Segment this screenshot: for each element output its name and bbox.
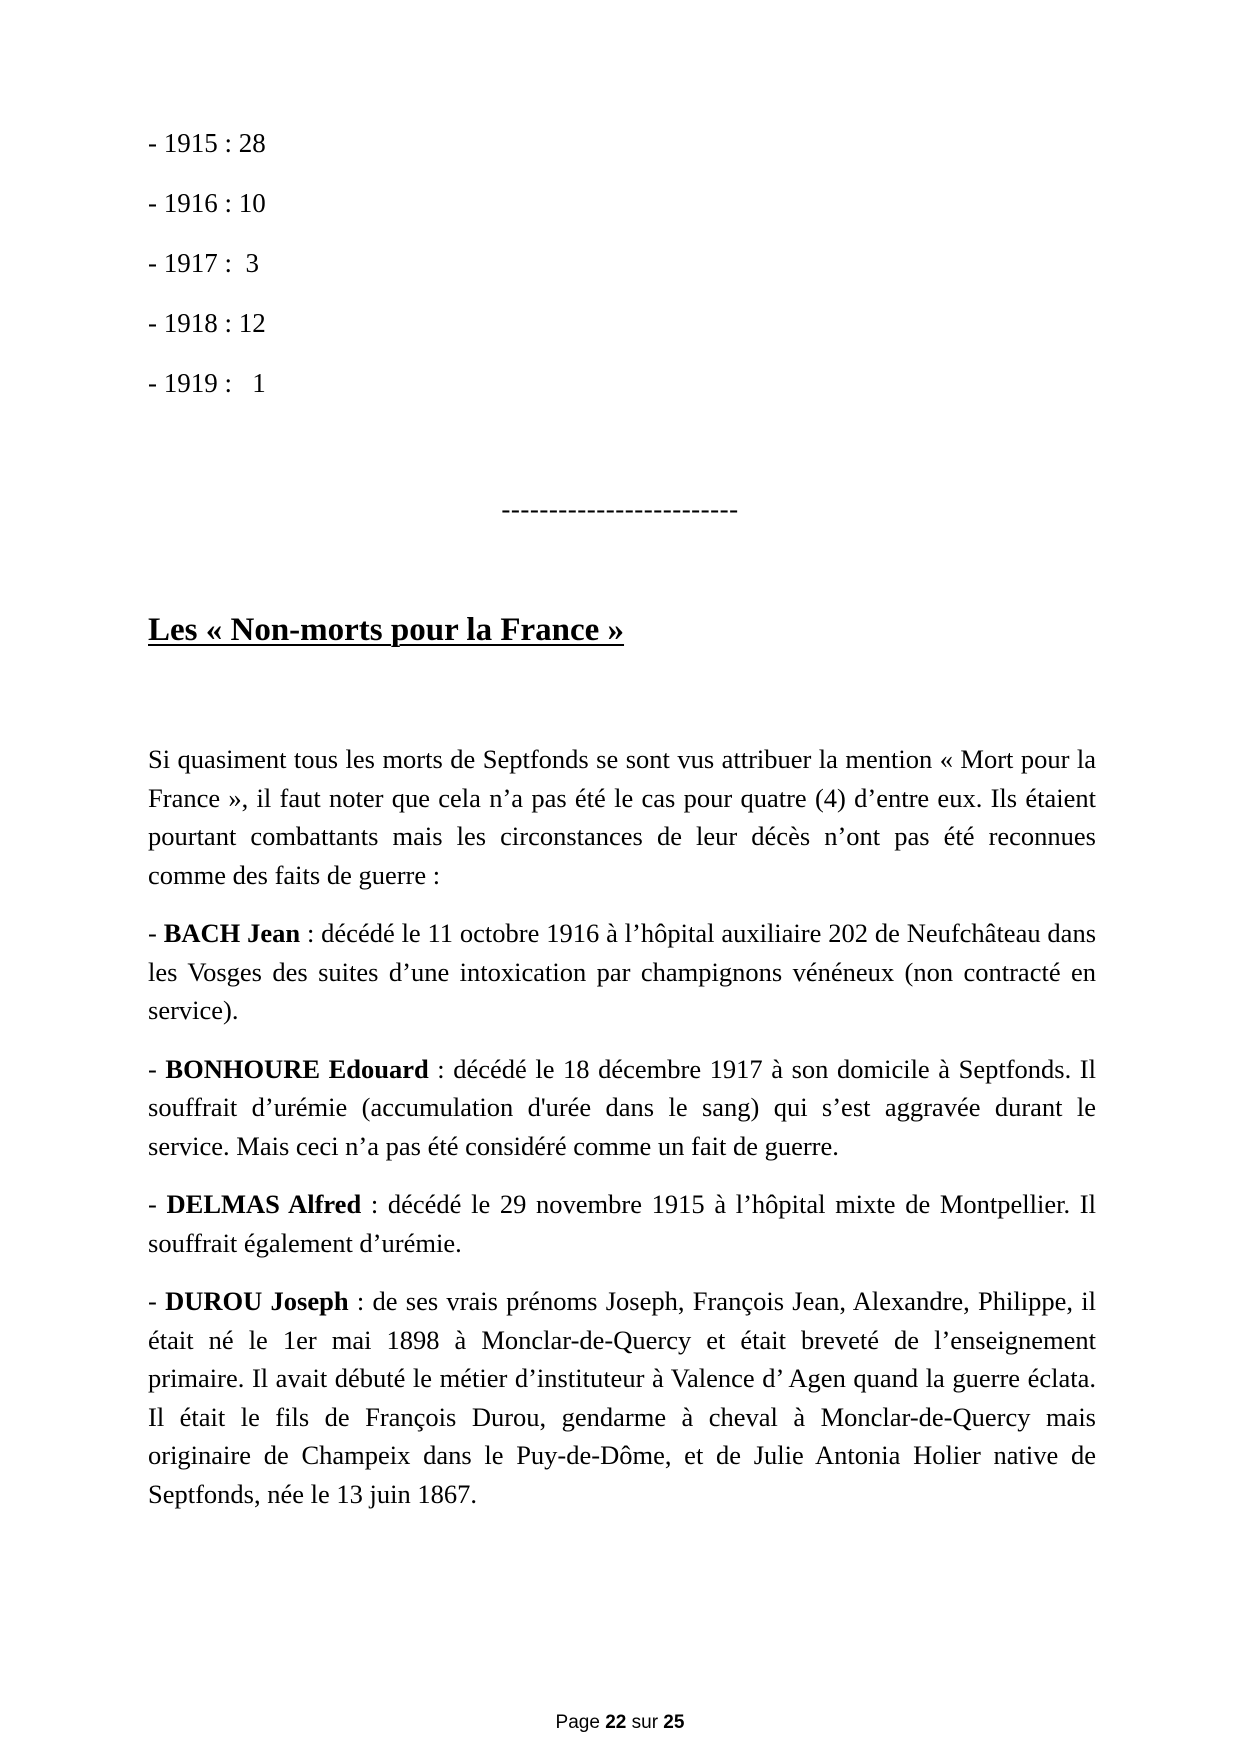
page-label-prefix: Page <box>555 1712 606 1733</box>
year-count-item: - 1916 : 10 <box>148 188 266 218</box>
year-count-item: - 1917 : 3 <box>148 248 259 278</box>
entry-dash: - <box>148 918 164 948</box>
entry-text: : de ses vrais prénoms Joseph, François Jean, Alexandre, Philippe, il était né le 1er mai 1898 à Monclar-de-Quercy et était breveté de l’enseignement primaire. Il avait débuté le métier d’instituteur à Valence d’ Agen quand la guerre éclata. Il était le fils de François Durou, gendarme à cheval à Monclar-de-Quercy mais originaire de Champeix dans le Puy-de-Dôme, et de Julie Antonia Holier native de Septfonds, née le 13 juin 1867. <box>148 1286 1096 1509</box>
entry-text: : décédé le 29 novembre 1915 à l’hôpital mixte de Montpellier. Il souffrait également d’urémie. <box>148 1189 1096 1258</box>
page-current-number: 22 <box>605 1712 627 1733</box>
entry-name: DUROU Joseph <box>165 1286 349 1316</box>
page-total-number: 25 <box>663 1712 685 1733</box>
entry-paragraph <box>148 914 1096 1030</box>
year-count-list <box>148 128 266 428</box>
page-label-middle: sur <box>626 1712 664 1733</box>
entry-dash: - <box>148 1286 166 1316</box>
entry-text: : décédé le 18 décembre 1917 à son domicile à Septfonds. Il souffrait d’urémie (accumulation d'urée dans le sang) qui s’est aggravée durant le service. Mais ceci n’a pas été considéré comme un fait de guerre. <box>148 1053 1096 1161</box>
entry-name: DELMAS Alfred <box>166 1189 362 1219</box>
year-count-item: - 1919 : 1 <box>148 368 266 398</box>
entry-dash: - <box>148 1189 167 1219</box>
section-title: Les « Non-morts pour la France » <box>148 612 625 648</box>
entry-paragraph <box>148 1282 1096 1513</box>
body-text <box>148 740 1096 1533</box>
year-count-item: - 1918 : 12 <box>148 308 266 338</box>
page-footer <box>0 1712 1240 1734</box>
entry-dash: - <box>148 1053 166 1084</box>
year-count-item: - 1915 : 28 <box>148 128 266 158</box>
entry-paragraph <box>148 1185 1096 1262</box>
intro-paragraph: Si quasiment tous les morts de Septfonds se sont vus attribuer la mention « Mort pour la France », il faut noter que cela n’a pas été le cas pour quatre (4) d’entre eux. Ils étaient pourtant combattants mais les circonstances de leur décès n’ont pas été reconnues comme des faits de guerre : <box>148 744 1096 890</box>
entry-text: : décédé le 11 octobre 1916 à l’hôpital auxiliaire 202 de Neufchâteau dans les Vosges des suites d’une intoxication par champignons vénéneux (non contracté en service). <box>148 918 1097 1025</box>
entry-name: BONHOURE Edouard <box>165 1053 429 1084</box>
section-separator: ------------------------- <box>501 494 739 524</box>
entry-paragraph <box>148 1050 1096 1166</box>
entry-name: BACH Jean <box>163 918 301 948</box>
